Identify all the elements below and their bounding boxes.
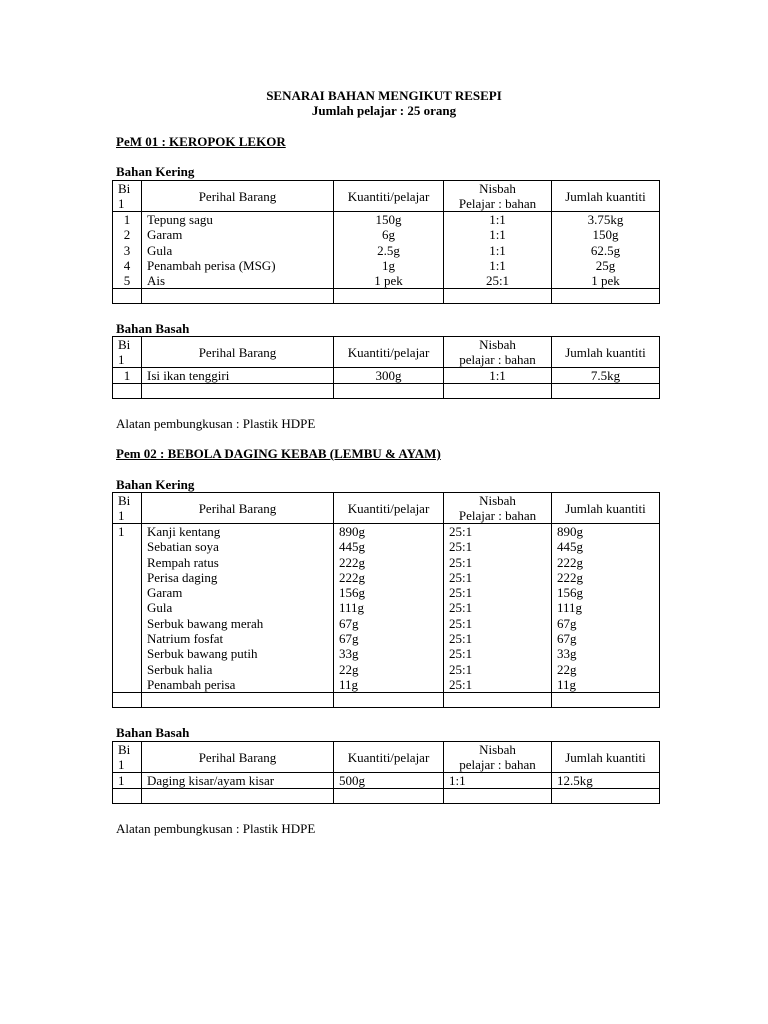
bi-cell: 1	[113, 524, 142, 693]
col-perihal: Perihal Barang	[142, 181, 334, 212]
section2-kering-table	[112, 492, 660, 708]
table-cell: 4	[123, 257, 131, 273]
section1-basah-table	[112, 336, 660, 399]
table-cell: 300g	[334, 368, 444, 384]
ratio-cell	[444, 524, 552, 693]
table-cell: Gula	[147, 242, 173, 258]
table-cell: 222g	[339, 554, 365, 570]
empty-cell	[444, 289, 552, 304]
table-cell: 111g	[557, 600, 583, 616]
table-cell: 33g	[339, 646, 359, 662]
col-bi: Bi 1	[113, 181, 142, 212]
empty-cell	[444, 693, 552, 708]
item-cell	[142, 524, 334, 693]
table-cell: 1:1	[444, 368, 552, 384]
table-cell: 2.5g	[377, 242, 400, 258]
item-cell	[142, 212, 334, 289]
table-cell: Serbuk bawang merah	[147, 615, 264, 631]
empty-cell	[334, 384, 444, 399]
empty-cell	[113, 289, 142, 304]
empty-cell	[444, 384, 552, 399]
col-bi: Bi 1	[113, 493, 142, 524]
col-perihal: Perihal Barang	[142, 493, 334, 524]
table-cell: 25:1	[449, 615, 473, 631]
table-cell: Serbuk bawang putih	[147, 646, 258, 662]
col-nisbah: Nisbah pelajar : bahan	[444, 742, 552, 773]
table-cell: 1	[113, 773, 142, 789]
table-cell: 33g	[557, 646, 577, 662]
table-cell: Penambah perisa	[147, 676, 236, 692]
table-cell: Daging kisar/ayam kisar	[142, 773, 334, 789]
table-cell: 500g	[334, 773, 444, 789]
table-cell: 12.5kg	[552, 773, 660, 789]
total-cell	[552, 524, 660, 693]
section2-kering-label: Bahan Kering	[116, 477, 195, 492]
table-cell: 156g	[557, 585, 583, 601]
table-cell: 222g	[557, 554, 583, 570]
table-row	[113, 368, 660, 384]
table-cell: 5	[123, 273, 131, 289]
table-cell: 222g	[339, 569, 365, 585]
table-cell: 25:1	[449, 600, 473, 616]
col-kuantiti: Kuantiti/pelajar	[334, 337, 444, 368]
total-cell	[552, 212, 660, 289]
table-cell: 1:1	[489, 257, 506, 273]
empty-cell	[113, 384, 142, 399]
section2-basah-label: Bahan Basah	[116, 725, 190, 740]
table-cell: 25:1	[449, 676, 473, 692]
table-cell: 11g	[339, 676, 359, 692]
table-cell: 11g	[557, 676, 577, 692]
empty-cell	[552, 384, 660, 399]
table-cell: Ais	[147, 273, 166, 289]
col-bi: Bi 1	[113, 742, 142, 773]
empty-cell	[444, 789, 552, 804]
col-kuantiti: Kuantiti/pelajar	[334, 181, 444, 212]
table-cell: 3	[123, 242, 131, 258]
empty-cell	[142, 789, 334, 804]
table-cell: 25g	[595, 257, 616, 273]
empty-cell	[552, 693, 660, 708]
table-cell: 6g	[382, 227, 395, 243]
table-cell: 156g	[339, 585, 365, 601]
table-cell: 1:1	[489, 227, 506, 243]
section1-kering-label: Bahan Kering	[116, 164, 195, 179]
table-cell: 25:1	[449, 646, 473, 662]
section1-title: PeM 01 : KEROPOK LEKOR	[116, 134, 286, 149]
table-cell: 1:1	[489, 242, 506, 258]
ratio-cell	[444, 212, 552, 289]
table-row	[113, 773, 660, 789]
table-cell: 1:1	[444, 773, 552, 789]
table-cell: 150g	[592, 227, 619, 243]
empty-cell	[334, 789, 444, 804]
table-cell: Perisa daging	[147, 569, 218, 585]
empty-cell	[334, 289, 444, 304]
table-cell: 890g	[339, 524, 365, 539]
table-cell: 1 pek	[591, 273, 620, 289]
col-kuantiti: Kuantiti/pelajar	[334, 493, 444, 524]
table-cell: Isi ikan tenggiri	[142, 368, 334, 384]
page-subtitle: Jumlah pelajar : 25 orang	[311, 103, 457, 118]
table-cell: Natrium fosfat	[147, 631, 224, 647]
section1-kering-table	[112, 180, 660, 304]
table-cell: 25:1	[449, 631, 473, 647]
table-cell: 67g	[339, 631, 359, 647]
empty-cell	[113, 789, 142, 804]
table-cell: 3.75kg	[587, 212, 624, 227]
table-cell: 67g	[557, 615, 577, 631]
qty-cell	[334, 524, 444, 693]
table-cell: Serbuk halia	[147, 661, 213, 677]
table-cell: 62.5g	[590, 242, 621, 258]
table-cell: 1:1	[489, 212, 506, 227]
empty-cell	[552, 289, 660, 304]
table-cell: 22g	[339, 661, 359, 677]
section2-title: Pem 02 : BEBOLA DAGING KEBAB (LEMBU & AYAM)	[116, 446, 441, 461]
table-cell: 25:1	[485, 273, 510, 289]
table-cell: 890g	[557, 524, 583, 539]
col-nisbah: Nisbah Pelajar : bahan	[444, 181, 552, 212]
table-cell: 1g	[382, 257, 395, 273]
bi-cell	[113, 212, 142, 289]
table-cell: Gula	[147, 600, 173, 616]
empty-cell	[334, 693, 444, 708]
empty-cell	[113, 693, 142, 708]
col-perihal: Perihal Barang	[142, 742, 334, 773]
col-jumlah: Jumlah kuantiti	[552, 181, 660, 212]
col-jumlah: Jumlah kuantiti	[552, 742, 660, 773]
table-cell: Garam	[147, 585, 183, 601]
col-perihal: Perihal Barang	[142, 337, 334, 368]
empty-cell	[142, 289, 334, 304]
empty-cell	[142, 693, 334, 708]
table-cell: 25:1	[449, 661, 473, 677]
table-cell: Penambah perisa (MSG)	[147, 257, 276, 273]
table-cell: 25:1	[449, 524, 473, 539]
table-cell: 25:1	[449, 569, 473, 585]
empty-cell	[142, 384, 334, 399]
table-cell: 7.5kg	[552, 368, 660, 384]
table-cell: 222g	[557, 569, 583, 585]
table-cell: 25:1	[449, 585, 473, 601]
table-cell: 22g	[557, 661, 577, 677]
table-cell: 1	[113, 368, 142, 384]
page-title: SENARAI BAHAN MENGIKUT RESEPI	[266, 88, 502, 103]
col-bi: Bi 1	[113, 337, 142, 368]
section2-basah-table	[112, 741, 660, 804]
col-kuantiti: Kuantiti/pelajar	[334, 742, 444, 773]
col-nisbah: Nisbah Pelajar : bahan	[444, 493, 552, 524]
table-cell: 150g	[375, 212, 402, 227]
table-cell: 111g	[339, 600, 365, 616]
table-cell: Tepung sagu	[147, 212, 213, 227]
table-cell: Rempah ratus	[147, 554, 219, 570]
table-cell: 67g	[339, 615, 359, 631]
col-jumlah: Jumlah kuantiti	[552, 337, 660, 368]
table-cell: 25:1	[449, 554, 473, 570]
table-cell: 445g	[557, 539, 583, 555]
col-nisbah: Nisbah pelajar : bahan	[444, 337, 552, 368]
section1-packaging: Alatan pembungkusan : Plastik HDPE	[116, 416, 316, 431]
section2-packaging: Alatan pembungkusan : Plastik HDPE	[116, 821, 316, 836]
table-cell: 1	[123, 212, 131, 227]
table-cell: 445g	[339, 539, 365, 555]
col-jumlah: Jumlah kuantiti	[552, 493, 660, 524]
table-cell: 25:1	[449, 539, 473, 555]
table-cell: 1 pek	[374, 273, 403, 289]
table-cell: Garam	[147, 227, 183, 243]
table-cell: 2	[123, 227, 131, 243]
table-cell: 67g	[557, 631, 577, 647]
qty-cell	[334, 212, 444, 289]
table-cell: Sebatian soya	[147, 539, 219, 555]
empty-cell	[552, 789, 660, 804]
section1-basah-label: Bahan Basah	[116, 321, 190, 336]
table-cell: Kanji kentang	[147, 524, 221, 539]
